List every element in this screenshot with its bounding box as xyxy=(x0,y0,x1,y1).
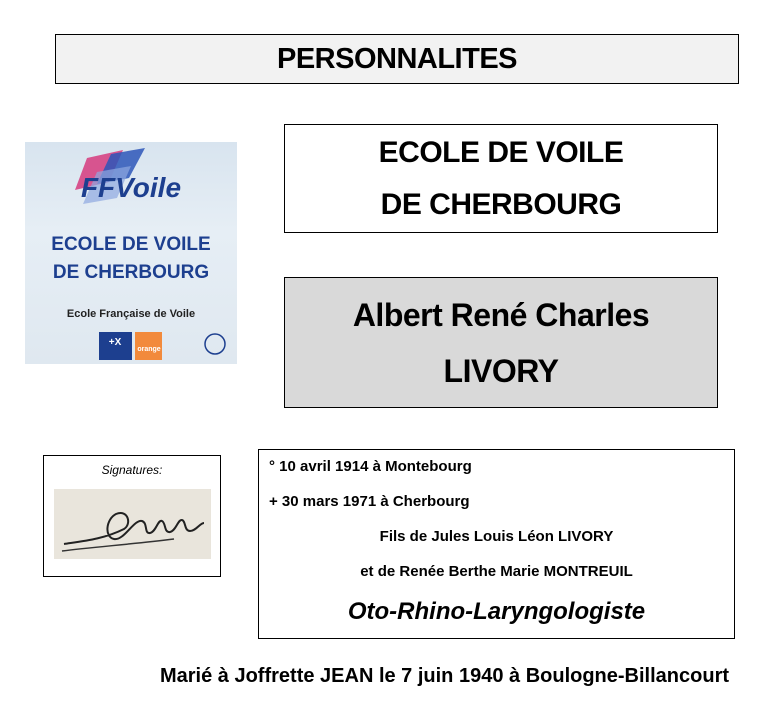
page-title-box xyxy=(55,34,739,84)
logo-sponsor-orange: orange xyxy=(137,346,161,353)
person-given-names: Albert René Charles xyxy=(352,296,650,333)
page-title: PERSONNALITES xyxy=(276,42,518,75)
logo-school-line1: ECOLE DE VOILE xyxy=(51,234,211,255)
birth-info: ° 10 avril 1914 à Montebourg xyxy=(269,458,472,475)
person-name-box xyxy=(284,277,718,408)
signature-scribble xyxy=(54,489,211,559)
logo-brand-text: FFVoile xyxy=(80,172,182,203)
signature-image xyxy=(54,489,211,559)
marriage-info: Marié à Joffrette JEAN le 7 juin 1940 à Boulogne-Billancourt xyxy=(159,665,730,687)
person-surname: LIVORY xyxy=(443,352,559,389)
profession: Oto-Rhino-Laryngologiste xyxy=(347,598,646,625)
signature-box xyxy=(43,455,221,577)
death-info: + 30 mars 1971 à Cherbourg xyxy=(269,493,470,510)
school-name-line1: ECOLE DE VOILE xyxy=(378,135,624,169)
ffvoile-logo-image xyxy=(25,142,237,364)
logo-sponsor-bank: +X xyxy=(108,337,122,348)
school-name-box xyxy=(284,124,718,233)
signature-label: Signatures: xyxy=(101,463,163,477)
biography-box xyxy=(258,449,735,639)
mother-info: et de Renée Berthe Marie MONTREUIL xyxy=(360,563,633,580)
school-name-line2: DE CHERBOURG xyxy=(380,187,622,221)
logo-school-line2: DE CHERBOURG xyxy=(52,262,210,283)
logo-federation-text: Ecole Française de Voile xyxy=(66,308,196,320)
father-info: Fils de Jules Louis Léon LIVORY xyxy=(379,528,614,545)
